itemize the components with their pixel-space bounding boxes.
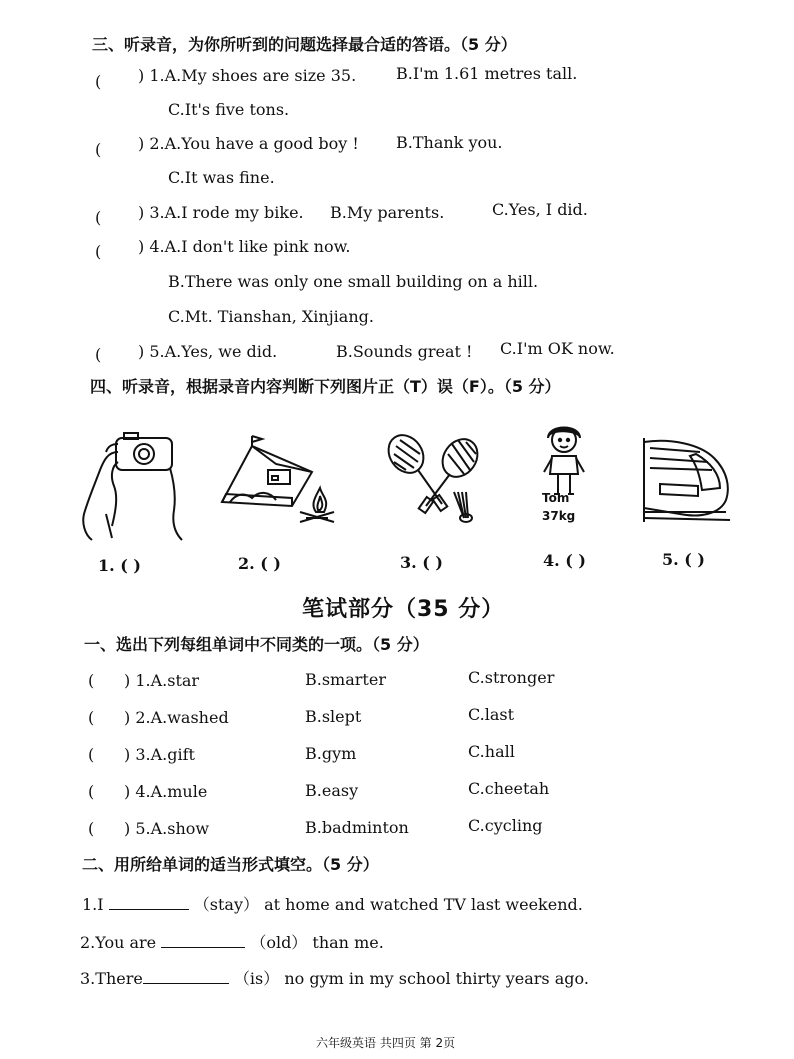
part1-row5-b: B.badminton — [305, 818, 409, 837]
q4-option-b: B.There was only one small building on a hill. — [168, 272, 539, 291]
answer-paren-open: ( — [88, 782, 95, 801]
sentence-end: at home and watched TV last weekend. — [264, 895, 583, 914]
answer-paren-open: ( — [95, 208, 102, 227]
q4-option-a: ) 4.A.I don't like pink now. — [138, 237, 351, 256]
part1-row1-b: B.smarter — [305, 670, 386, 689]
part2-sentence-3 — [80, 966, 589, 989]
part1-row3-b: B.gym — [305, 744, 357, 763]
q5-option-c: C.I'm OK now. — [500, 339, 615, 358]
answer-paren-open: ( — [95, 345, 102, 364]
sentence-end: no gym in my school thirty years ago. — [284, 969, 589, 988]
part1-row3-a: ) 3.A.gift — [124, 745, 195, 764]
answer-blank[interactable] — [109, 895, 189, 910]
picture-1-answer: 1. ( ) — [98, 556, 141, 575]
picture-2-answer: 2. ( ) — [238, 554, 281, 573]
picture-5-answer: 5. ( ) — [662, 550, 705, 569]
q1-option-a: ) 1.A.My shoes are size 35. — [138, 66, 357, 85]
q5-option-b: B.Sounds great ! — [336, 342, 473, 361]
part1-row1-a: ) 1.A.star — [124, 671, 200, 690]
answer-paren-open: ( — [88, 708, 95, 727]
part1-heading: 一、选出下列每组单词中不同类的一项。（5 分） — [84, 635, 429, 654]
answer-blank[interactable] — [143, 969, 229, 984]
q4-option-c: C.Mt. Tianshan, Xinjiang. — [168, 307, 374, 326]
part1-row4-a: ) 4.A.mule — [124, 782, 208, 801]
q3-option-b: B.My parents. — [330, 203, 445, 222]
part1-row2-c: C.last — [468, 705, 515, 724]
q2-option-b: B.Thank you. — [396, 133, 503, 152]
q1-option-c: C.It's five tons. — [168, 100, 290, 119]
word-hint: （is） — [233, 969, 280, 988]
tom-name-label: Tom — [542, 491, 570, 505]
tom-weight-label: 37kg — [542, 509, 576, 523]
part1-row2-a: ) 2.A.washed — [124, 708, 229, 727]
picture-3-answer: 3. ( ) — [400, 553, 443, 572]
badminton-rackets-icon — [384, 432, 494, 524]
part1-row2-b: B.slept — [305, 707, 362, 726]
q1-option-b: B.I'm 1.61 metres tall. — [396, 64, 578, 83]
tent-campfire-icon — [216, 432, 344, 528]
part2-heading: 二、用所给单词的适当形式填空。（5 分） — [82, 855, 379, 874]
part1-row3-c: C.hall — [468, 742, 515, 761]
sentence-start: 2.You are — [80, 933, 157, 952]
train-icon — [640, 434, 734, 524]
answer-paren-open: ( — [95, 140, 102, 159]
q3-option-a: ) 3.A.I rode my bike. — [138, 203, 304, 222]
q5-option-a: ) 5.A.Yes, we did. — [138, 342, 278, 361]
answer-paren-open: ( — [88, 819, 95, 838]
answer-paren-open: ( — [88, 671, 95, 690]
section4-heading: 四、听录音，根据录音内容判断下列图片正（T）误（F）。（5 分） — [90, 377, 561, 396]
sentence-end: than me. — [312, 933, 384, 952]
q2-option-a: ) 2.A.You have a good boy ! — [138, 134, 359, 153]
q2-option-c: C.It was fine. — [168, 168, 275, 187]
part1-row1-c: C.stronger — [468, 668, 555, 687]
sentence-start: 1.I — [82, 895, 104, 914]
part1-row4-c: C.cheetah — [468, 779, 550, 798]
word-hint: （stay） — [193, 895, 260, 914]
section3-heading: 三、听录音，为你所听到的问题选择最合适的答语。（5 分） — [92, 35, 517, 54]
answer-blank[interactable] — [161, 933, 245, 948]
answer-paren-open: ( — [95, 242, 102, 261]
picture-4-answer: 4. ( ) — [543, 551, 586, 570]
q3-option-c: C.Yes, I did. — [492, 200, 588, 219]
part2-sentence-2 — [80, 930, 384, 953]
word-hint: （old） — [250, 933, 308, 952]
written-section-title: 笔试部分（35 分） — [302, 597, 505, 622]
boy-tom-icon — [534, 420, 594, 498]
camera-hand-icon — [78, 430, 186, 542]
answer-paren-open: ( — [95, 72, 102, 91]
part1-row5-a: ) 5.A.show — [124, 819, 210, 838]
answer-paren-open: ( — [88, 745, 95, 764]
page-footer: 六年级英语 共四页 第 2页 — [316, 1036, 456, 1050]
part2-sentence-1 — [82, 892, 583, 915]
sentence-start: 3.There — [80, 969, 143, 988]
part1-row4-b: B.easy — [305, 781, 359, 800]
part1-row5-c: C.cycling — [468, 816, 543, 835]
